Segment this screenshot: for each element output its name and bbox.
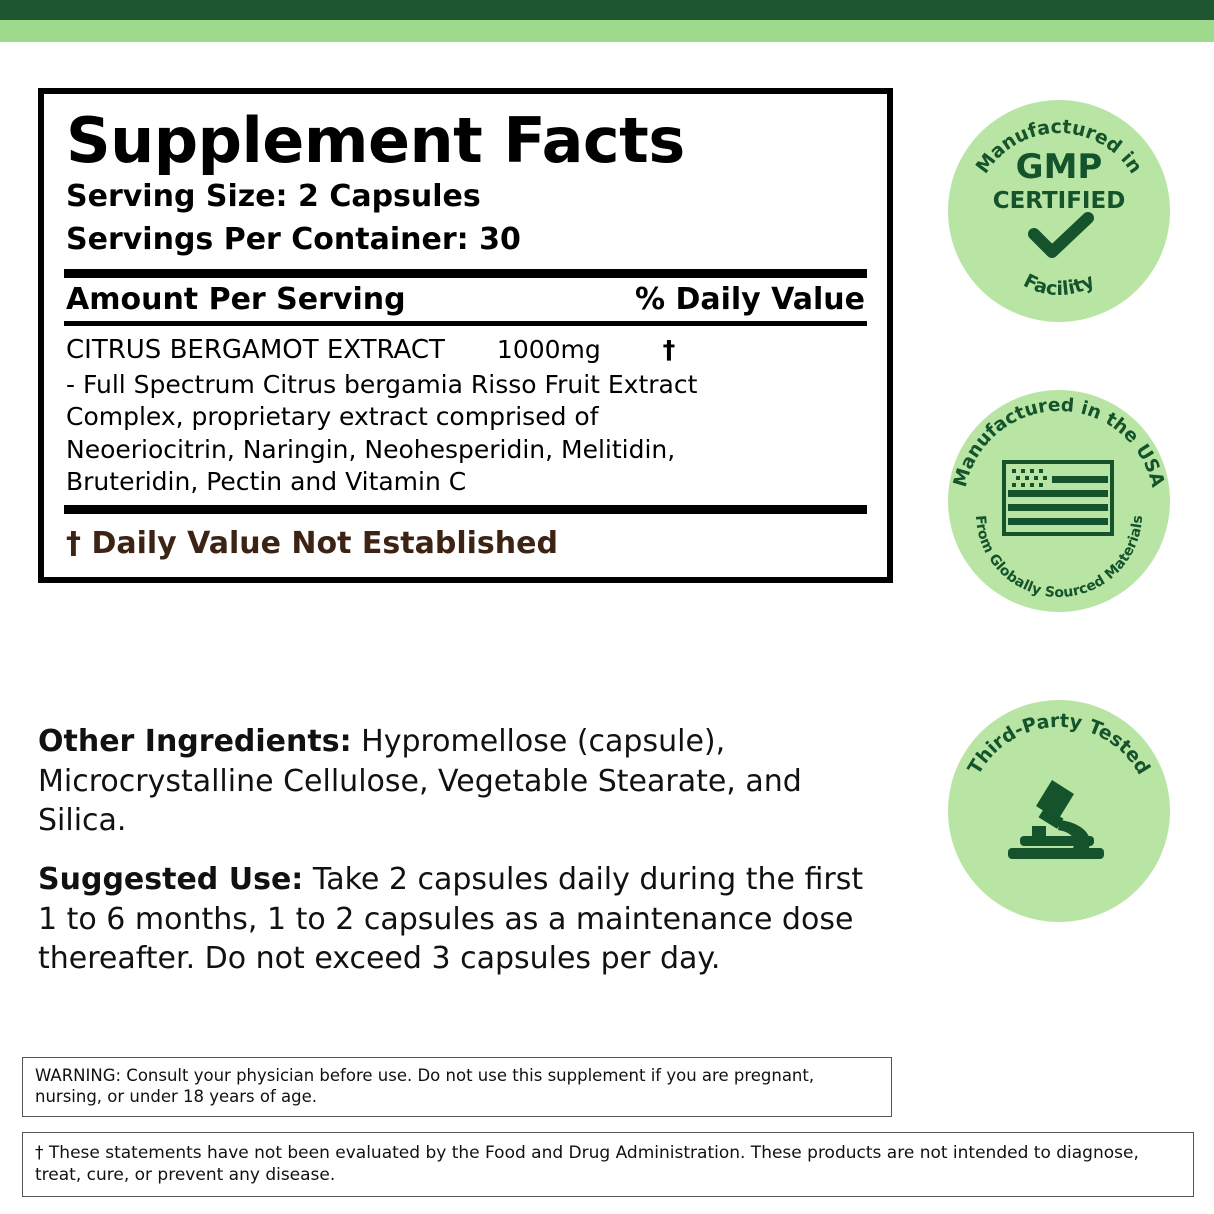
suggested-use-text: Take 2 capsules daily during the first 1 to 6 months, 1 to 2 capsules as a maintenance dose thereafter. Do not exceed 3 capsules per day. <box>38 862 864 977</box>
other-ingredients <box>38 722 868 841</box>
daily-value-header: % Daily Value <box>634 282 865 318</box>
badge-gmp-arc-bottom: Facility <box>1020 269 1098 301</box>
divider-thick-top <box>64 269 867 278</box>
label-page <box>0 42 1214 1214</box>
daily-value-note: † Daily Value Not Established <box>66 525 558 561</box>
divider-medium <box>64 321 867 326</box>
fda-disclaimer-box <box>22 1132 1194 1197</box>
badge-gmp-arc-top: Manufactured in <box>971 115 1147 178</box>
serving-size: Serving Size: 2 Capsules <box>66 179 481 215</box>
warning-text: WARNING: Consult your physician before use. Do not use this supplement if you are pregnant, nursing, or under 18 years of age. <box>35 1066 815 1106</box>
badge-gmp-svg <box>948 100 1170 322</box>
badge-usa-arc-bottom: From Globally Sourced Materials <box>971 514 1147 602</box>
top-band-dark <box>0 0 1214 20</box>
servings-per-container: Servings Per Container: 30 <box>66 222 521 258</box>
microscope-icon <box>1008 780 1104 859</box>
warning-box <box>22 1057 892 1117</box>
badge-usa-arc-top: Manufactured in the USA <box>949 394 1169 490</box>
check-icon <box>1034 218 1088 252</box>
badge-gmp-line2: CERTIFIED <box>992 188 1126 214</box>
badge-usa-svg <box>948 390 1170 612</box>
table-header-row <box>66 282 865 317</box>
fda-disclaimer-text: † These statements have not been evaluated by the Food and Drug Administration. These products are not intended to diagnose, treat, cure, or prevent any disease. <box>35 1143 1139 1186</box>
page-title: Supplement Facts <box>66 104 685 177</box>
badge-third-party-tested <box>948 700 1170 922</box>
usa-flag-icon <box>1004 462 1112 534</box>
top-band-light <box>0 20 1214 42</box>
ingredient-daily-value: † <box>662 335 676 365</box>
other-ingredients-text: Hypromellose (capsule), Microcrystalline Cellulose, Vegetable Stearate, and Silica. <box>38 724 802 839</box>
badge-made-in-usa <box>948 390 1170 612</box>
ingredient-header-line <box>66 334 869 367</box>
badge-tested-svg <box>948 700 1170 922</box>
divider-thick-bottom <box>64 505 867 514</box>
ingredient-amount: 1000mg <box>496 335 601 365</box>
table-row <box>66 334 869 499</box>
suggested-use-label: Suggested Use: <box>38 862 304 897</box>
ingredient-name: CITRUS BERGAMOT EXTRACT <box>66 335 445 366</box>
amount-per-serving-header: Amount Per Serving <box>66 282 406 318</box>
badge-gmp-line1: GMP <box>1015 147 1103 187</box>
badge-tested-arc-top: Third-Party Tested <box>963 709 1155 779</box>
badge-gmp-certified <box>948 100 1170 322</box>
ingredient-description: - Full Spectrum Citrus bergamia Risso Fruit Extract Complex, proprietary extract comprised of Neoeriocitrin, Naringin, Neohesperidin, Melitidin, Bruteridin, Pectin and Vitamin C <box>66 369 698 497</box>
suggested-use <box>38 860 868 979</box>
supplement-facts-panel <box>38 88 893 583</box>
other-ingredients-label: Other Ingredients: <box>38 724 352 759</box>
